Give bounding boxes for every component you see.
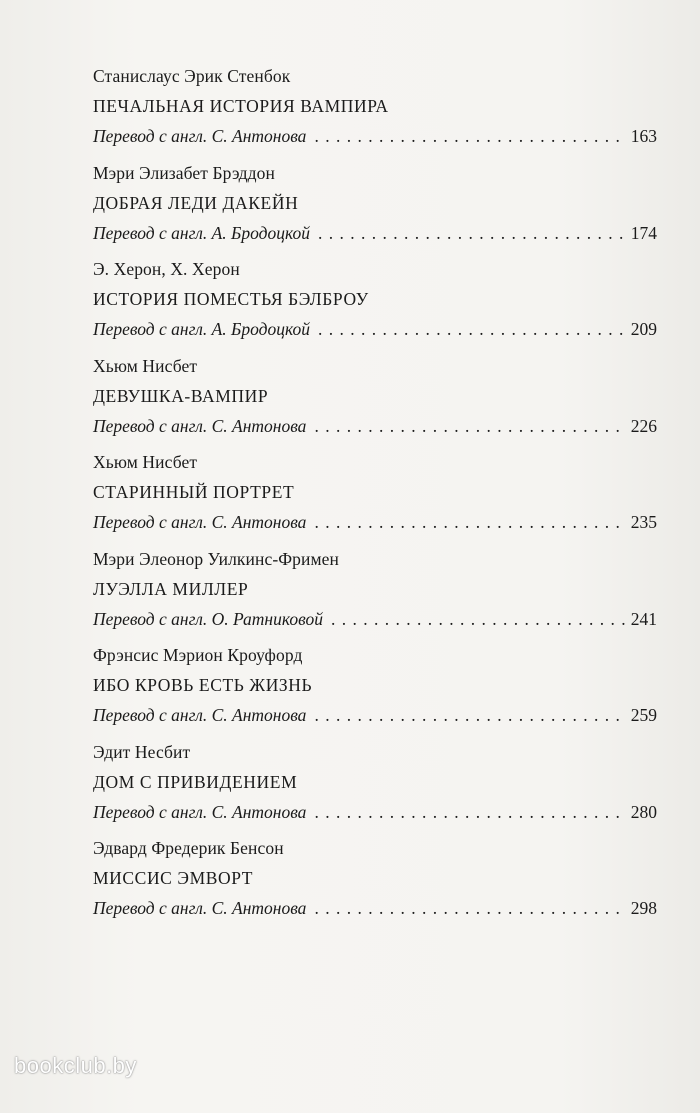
entry-author: Э. Херон, Х. Херон (93, 259, 240, 279)
toc-entry (93, 62, 657, 159)
entry-page-number: 235 (630, 512, 657, 532)
dot-leader (318, 315, 627, 343)
entry-page-number: 259 (630, 705, 657, 725)
entry-translator: Перевод с англ. С. Антонова (93, 898, 307, 918)
entry-title: ДЕВУШКА-ВАМПИР (93, 385, 269, 406)
entry-author: Эдит Несбит (93, 741, 191, 762)
toc-entry (93, 159, 657, 256)
table-of-contents (93, 62, 657, 931)
entry-translation-line (93, 605, 657, 635)
entry-page-number: 298 (630, 898, 657, 918)
entry-translator: Перевод с англ. С. Антонова (93, 415, 307, 436)
entry-title: ДОМ С ПРИВИДЕНИЕМ (93, 771, 298, 792)
entry-translation-line (93, 412, 657, 442)
toc-entry (93, 448, 657, 545)
entry-translator: Перевод с англ. А. Бродоцкой (93, 222, 310, 243)
dot-leader (314, 701, 626, 729)
entry-page-number: 241 (630, 608, 657, 629)
entry-title: ИСТОРИЯ ПОМЕСТЬЯ БЭЛБРОУ (93, 289, 369, 309)
entry-title: ЛУЭЛЛА МИЛЛЕР (93, 578, 249, 599)
entry-translation-line (93, 315, 657, 345)
entry-translation-line (93, 798, 657, 828)
entry-page-number: 280 (630, 801, 657, 822)
entry-title: ИБО КРОВЬ ЕСТЬ ЖИЗНЬ (93, 675, 313, 695)
dot-leader (318, 219, 627, 247)
dot-leader (314, 412, 626, 440)
entry-translation-line (93, 219, 657, 249)
entry-page-number: 163 (630, 126, 657, 146)
dot-leader (314, 798, 626, 826)
toc-entry (93, 545, 657, 642)
entry-author: Эдвард Фредерик Бенсон (93, 838, 284, 858)
entry-page-number: 209 (630, 319, 657, 339)
dot-leader (314, 508, 626, 536)
entry-author: Станислаус Эрик Стенбок (93, 66, 291, 86)
entry-translation-line (93, 122, 657, 152)
entry-author: Фрэнсис Мэрион Кроуфорд (93, 645, 303, 665)
entry-author: Мэри Элизабет Брэддон (93, 162, 275, 183)
entry-translation-line (93, 701, 657, 731)
entry-translator: Перевод с англ. А. Бродоцкой (93, 319, 310, 339)
entry-translator: Перевод с англ. С. Антонова (93, 512, 307, 532)
entry-translator: Перевод с англ. С. Антонова (93, 705, 307, 725)
entry-translator: Перевод с англ. С. Антонова (93, 126, 307, 146)
entry-translation-line (93, 894, 657, 924)
watermark-text: bookclub.by (14, 1053, 137, 1078)
toc-entry (93, 255, 657, 352)
entry-title: МИССИС ЭМВОРТ (93, 868, 254, 888)
toc-entry (93, 641, 657, 738)
toc-entry (93, 738, 657, 835)
entry-page-number: 226 (630, 415, 657, 436)
dot-leader (314, 122, 626, 150)
toc-entry (93, 834, 657, 931)
entry-title: СТАРИННЫЙ ПОРТРЕТ (93, 482, 295, 502)
entry-translator: Перевод с англ. О. Ратниковой (93, 608, 323, 629)
entry-title: ДОБРАЯ ЛЕДИ ДАКЕЙН (93, 192, 299, 213)
entry-title: ПЕЧАЛЬНАЯ ИСТОРИЯ ВАМПИРА (93, 96, 389, 116)
entry-page-number: 174 (630, 222, 657, 243)
dot-leader (331, 605, 627, 633)
dot-leader (314, 894, 626, 922)
entry-translator: Перевод с англ. С. Антонова (93, 801, 307, 822)
entry-author: Мэри Элеонор Уилкинс-Фримен (93, 548, 339, 569)
toc-entry (93, 352, 657, 449)
entry-author: Хьюм Нисбет (93, 355, 198, 376)
entry-translation-line (93, 508, 657, 538)
entry-author: Хьюм Нисбет (93, 452, 198, 472)
